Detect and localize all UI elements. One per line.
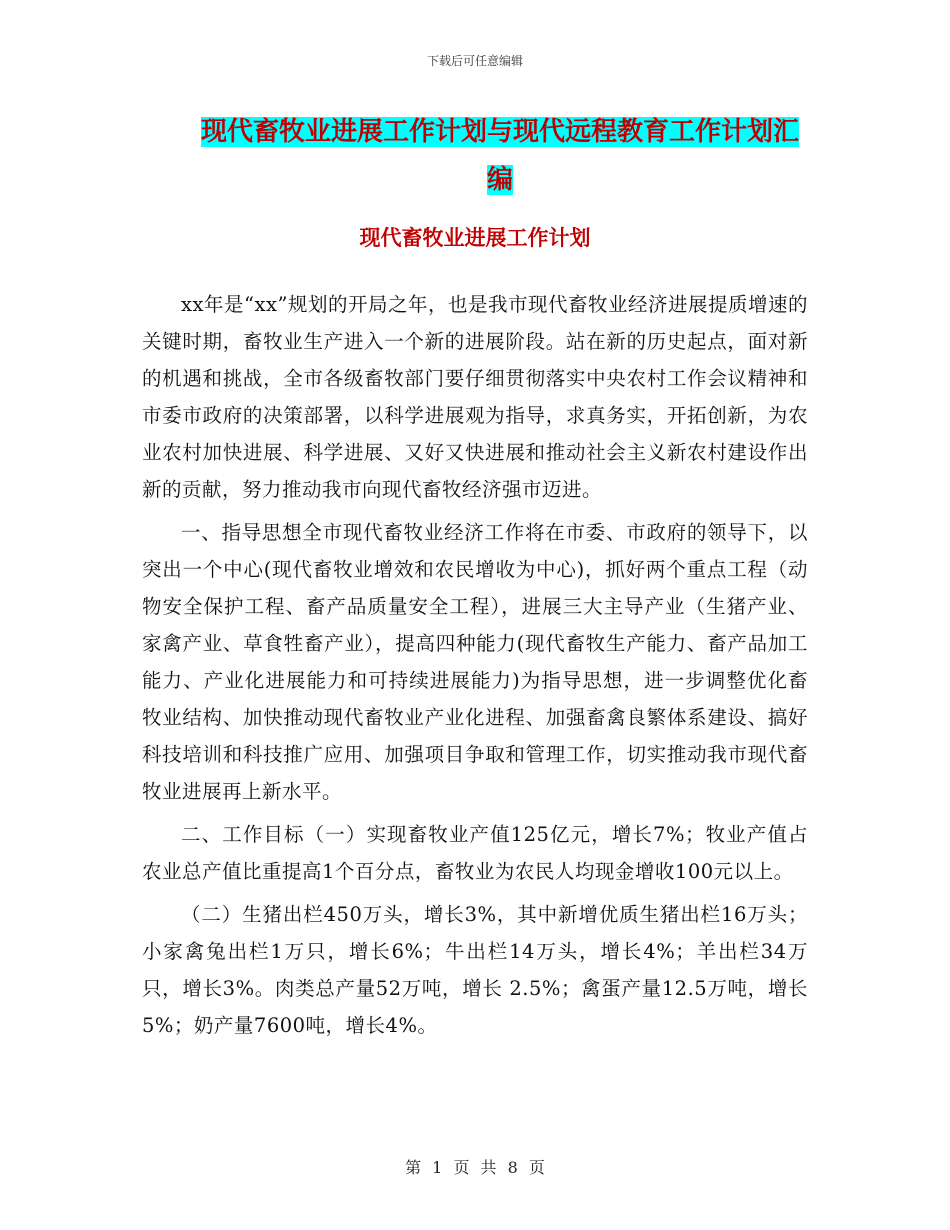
page-footer: 第 1 页 共 8 页 xyxy=(405,1158,545,1177)
paragraph-guiding-thought: 一、指导思想全市现代畜牧业经济工作将在市委、市政府的领导下，以突出一个中心(现代畜牧业增效和农民增收为中心)，抓好两个重点工程（动物安全保护工程、畜产品质量安全工程），进展三大主导产业（生猪产业、家禽产业、草食牲畜产业），提高四种能力(现代畜牧生产能力、畜产品加工能力、产业化进展能力和可持续进展能力)为指导思想，进一步调整优化畜牧业结构、加快推动现代畜牧业产业化进程、加强畜禽良繁体系建设、搞好科技培训和科技推广应用、加强项目争取和管理工作，切实推动我市现代畜牧业进展再上新水平。 xyxy=(142,521,808,803)
header-note: 下载后可任意编辑 xyxy=(426,54,523,68)
paragraph-work-targets: 二、工作目标（一）实现畜牧业产值125亿元，增长7%；牧业产值占农业总产值比重提高1个百分点，畜牧业为农民人均现金增收100元以上。 xyxy=(142,823,808,883)
document-title xyxy=(190,108,810,204)
paragraph-intro: xx年是“xx”规划的开局之年，也是我市现代畜牧业经济进展提质增速的关键时期，畜牧业生产进入一个新的进展阶段。站在新的历史起点，面对新的机遇和挑战，全市各级畜牧部门要仔细贯彻落实中央农村工作会议精神和市委市政府的决策部署，以科学进展观为指导，求真务实，开拓创新，为农业农村加快进展、科学进展、又好又快进展和推动社会主义新农村建设作出新的贡献，努力推动我市向现代畜牧经济强市迈进。 xyxy=(142,293,808,501)
section-title: 现代畜牧业进展工作计划 xyxy=(359,226,591,250)
body-text xyxy=(142,286,808,1050)
document-title-text: 现代畜牧业进展工作计划与现代远程教育工作计划汇编 xyxy=(200,117,799,195)
paragraph-production-targets: （二）生猪出栏450万头，增长3%，其中新增优质生猪出栏16万头；小家禽兔出栏1万只，增长6%；牛出栏14万头，增长4%；羊出栏34万只，增长3%。肉类总产量52万吨，增长 2.5%；禽蛋产量12.5万吨，增长5%；奶产量7600吨，增长4%。 xyxy=(142,903,808,1037)
